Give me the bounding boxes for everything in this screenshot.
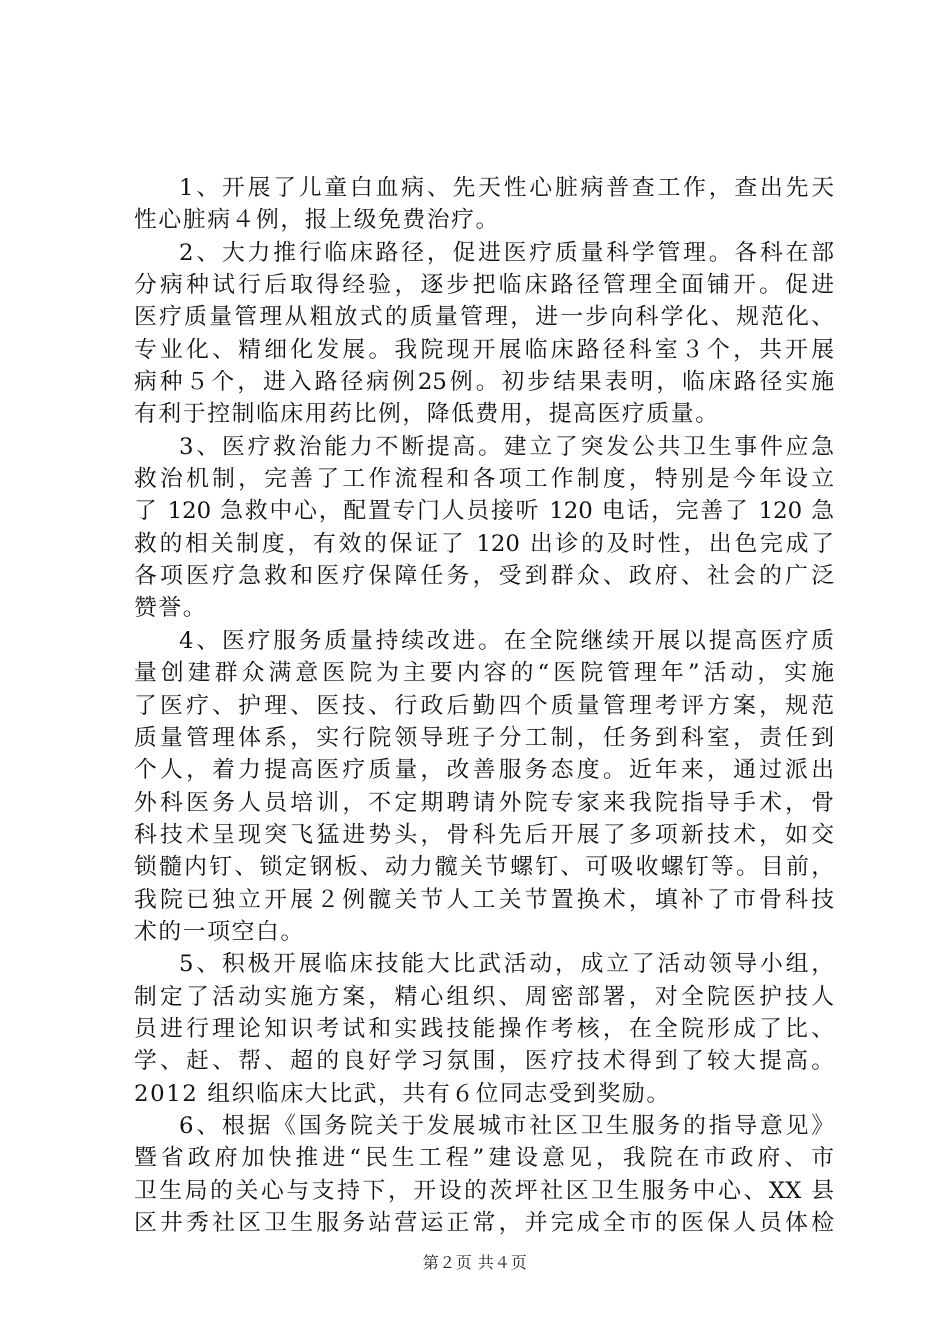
text-line: 性心脏病４例，报上级免费治疗。 <box>134 207 500 234</box>
text-line: 科技术呈现突飞猛进势头，骨科先后开展了多项新技术，如交 <box>134 821 834 848</box>
text-line: 学、赶、帮、超的良好学习氛围，医疗技术得到了较大提高。 <box>134 1048 834 1075</box>
text-line: 3、医疗救治能力不断提高。建立了突发公共卫生事件应急 <box>179 433 834 460</box>
text-line: 暨省政府加快推进“民生工程”建设意见，我院在市政府、市 <box>134 1145 834 1172</box>
text-line: 救治机制，完善了工作流程和各项工作制度，特别是今年设立 <box>134 466 834 493</box>
text-line: 1、开展了儿童白血病、先天性心脏病普查工作，查出先天 <box>179 175 834 201</box>
text-line: 我院已独立开展２例髋关节人工关节置换术，填补了市骨科技 <box>134 886 834 913</box>
text-line: 外科医务人员培训，不定期聘请外院专家来我院指导手术，骨 <box>134 789 834 816</box>
text-line: 区井秀社区卫生服务站营运正常，并完成全市的医保人员体检 <box>134 1210 834 1236</box>
text-line: 质量管理体系，实行院领导班子分工制，任务到科室，责任到 <box>134 724 834 751</box>
text-line: 术的一项空白。 <box>134 918 305 945</box>
text-line: 4、医疗服务质量持续改进。在全院继续开展以提高医疗质 <box>179 627 834 654</box>
text-line: 有利于控制临床用药比例，降低费用，提高医疗质量。 <box>134 401 720 428</box>
text-line: 2、大力推行临床路径，促进医疗质量科学管理。各科在部 <box>179 239 834 266</box>
text-line: 2012 组织临床大比武，共有６位同志受到奖励。 <box>134 1080 671 1107</box>
text-line: 个人，着力提高医疗质量，改善服务态度。近年来，通过派出 <box>134 757 834 784</box>
text-line: 员进行理论知识考试和实践技能操作考核，在全院形成了比、 <box>134 1015 834 1042</box>
text-line: 病种５个，进入路径病例25例。初步结果表明，临床路径实施 <box>134 369 834 396</box>
text-line: 量创建群众满意医院为主要内容的“医院管理年”活动，实施 <box>134 660 834 687</box>
text-line: 锁髓内钉、锁定钢板、动力髋关节螺钉、可吸收螺钉等。目前， <box>134 854 834 881</box>
page-footer: 第２页 共４页 <box>422 1253 528 1272</box>
text-line: 6、根据《国务院关于发展城市社区卫生服务的指导意见》 <box>179 1112 834 1139</box>
text-line: 卫生局的关心与支持下，开设的茨坪社区卫生服务中心、XX 县 <box>134 1177 834 1204</box>
document-body <box>134 172 834 1239</box>
text-line: 专业化、精细化发展。我院现开展临床路径科室３个，共开展 <box>134 336 834 363</box>
text-line: 医疗质量管理从粗放式的质量管理，进一步向科学化、规范化、 <box>134 304 834 331</box>
text-line: 了 120 急救中心，配置专门人员接听 120 电话，完善了 120 急 <box>134 498 834 525</box>
text-line: 救的相关制度，有效的保证了 120 出诊的及时性，出色完成了 <box>134 530 834 557</box>
text-line: 赞誉。 <box>134 595 208 622</box>
text-line: 分病种试行后取得经验，逐步把临床路径管理全面铺开。促进 <box>134 272 834 299</box>
text-line: 各项医疗急救和医疗保障任务，受到群众、政府、社会的广泛 <box>134 563 834 590</box>
text-line: 5、积极开展临床技能大比武活动，成立了活动领导小组， <box>179 951 834 978</box>
text-line: 了医疗、护理、医技、行政后勤四个质量管理考评方案，规范 <box>134 692 834 719</box>
text-line: 制定了活动实施方案，精心组织、周密部署，对全院医护技人 <box>134 983 834 1010</box>
